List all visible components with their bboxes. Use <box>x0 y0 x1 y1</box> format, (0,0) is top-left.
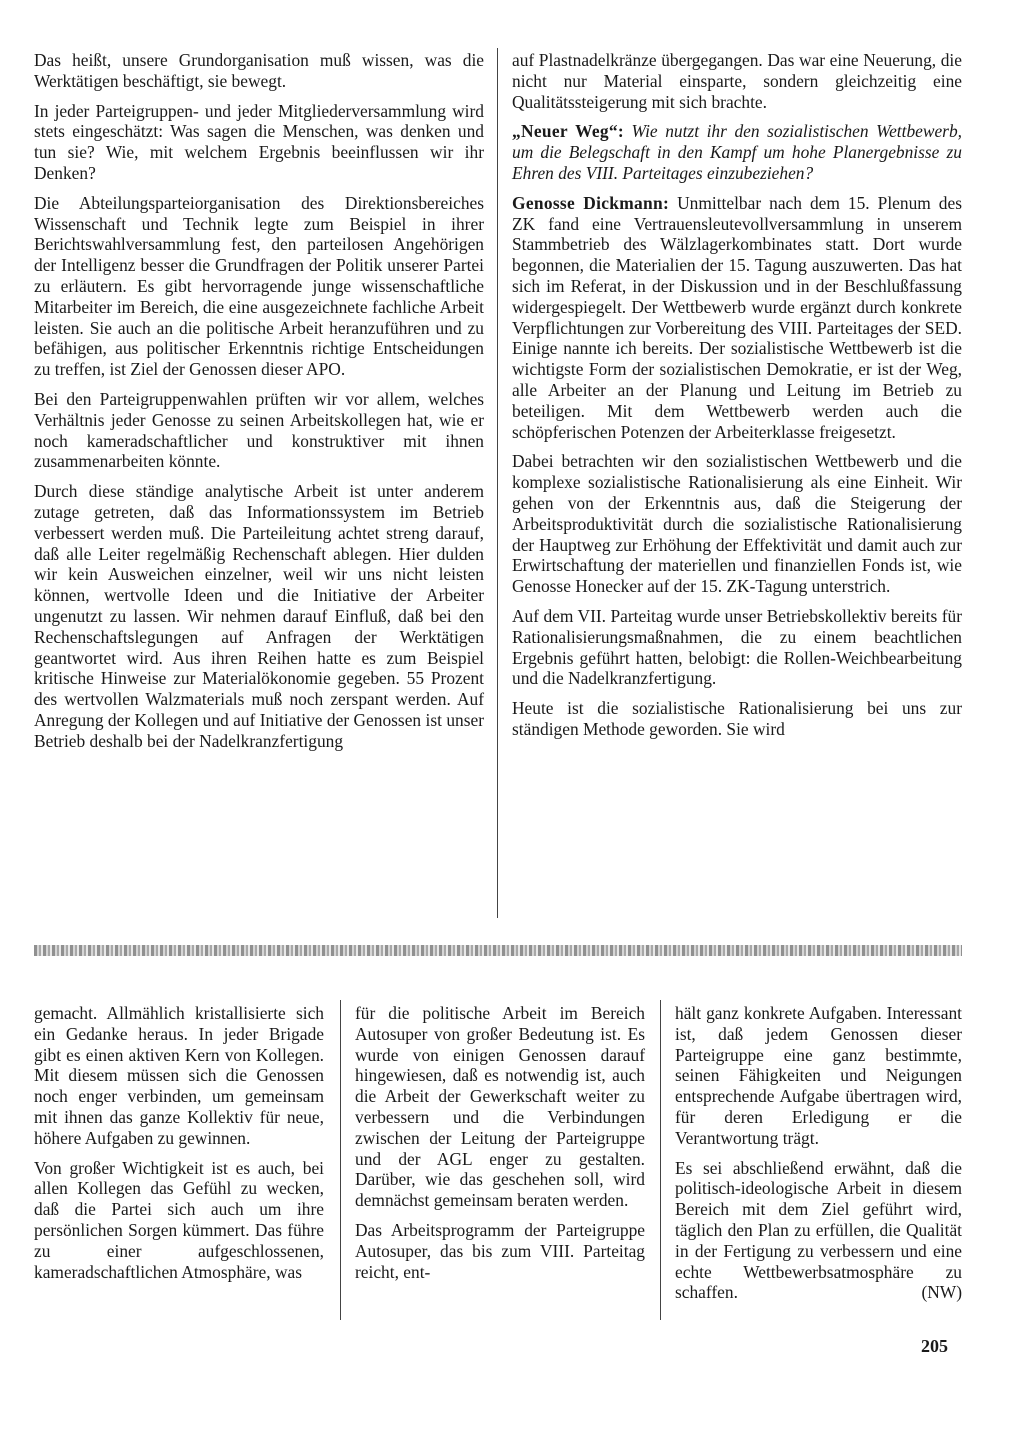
top-right-column <box>512 50 962 740</box>
answer-text: Unmittelbar nach dem 15. Plenum des ZK fand eine Vertrauensleutevollversammlung in unserem Stammbetrieb des Wälzlagerkombinates statt. Dort wurde begonnen, die Materialien der 15. Tagung auszuwerten. Das hat sich im Referat, in der Diskussion und in der Beschlußfassung widergespiegelt. Der Wettbewerb wurde ergänzt durch konkrete Verpflichtungen zur Vorbereitung des VIII. Parteitages der SED. Einige nannte ich bereits. Der sozialistische Wettbewerb ist die wichtigste Form der sozialistischen Demokratie, er ist der Weg, alle Arbeiter an der Planung und Leitung im Betrieb zu beteiligen. Mit dem Wettbewerb werden auch die schöpferischen Potenzen der Arbeiterklasse freigesetzt. <box>512 192 962 442</box>
bottom-column-3 <box>675 1003 962 1303</box>
bottom-column-1 <box>34 1003 324 1282</box>
paragraph: Bei den Parteigruppenwahlen prüften wir vor allem, welches Verhältnis jeder Genosse zu seinen Arbeitskollegen hat, wie er noch kameradschaftlicher und konstruktiver mit ihnen zusammenarbeiten könnte. <box>34 388 484 472</box>
paragraph <box>675 1158 962 1304</box>
paragraph: hält ganz konkrete Aufgaben. Interessant ist, daß jedem Genossen dieser Parteigruppe eine ganz bestimmte, seinen Fähigkeiten und Neigungen entsprechende Aufgabe übertragen wird, für deren Erledigung er die Verantwortung trägt. <box>675 1003 962 1148</box>
closing-text: Es sei abschließend erwähnt, daß die politisch-ideologische Arbeit in diesem Bereich mit dem Ziel geführt wird, täglich den Plan zu erfüllen, die Qualität in der Fertigung zu verbessern und eine echte Wettbewerbsatmosphäre zu schaffen. <box>675 1157 962 1303</box>
page-number: 205 <box>921 1336 948 1356</box>
paragraph: auf Plastnadelkränze übergegangen. Das war eine Neuerung, die nicht nur Material einsparte, sondern gleichzeitig eine Qualitätssteigerung mit sich brachte. <box>512 50 962 112</box>
question-label: „Neuer Weg“: <box>512 121 624 142</box>
column-rule <box>660 1000 661 1320</box>
paragraph: gemacht. Allmählich kristallisierte sich ein Gedanke heraus. In jeder Brigade gibt es einen aktiven Kern von Kollegen. Mit diesem müssen sich die Genossen noch enger verbinden, um gemeinsam mit ihnen das ganze Kollektiv für neue, höhere Aufgaben zu gewinnen. <box>34 1003 324 1148</box>
section-divider <box>34 945 962 956</box>
paragraph: Von großer Wichtigkeit ist es auch, bei allen Kollegen das Gefühl zu wecken, daß die Partei sich auch um ihre persönlichen Sorgen kümmert. Das führe zu einer aufgeschlossenen, kameradschaftlichen Atmosphäre, was <box>34 1157 324 1282</box>
paragraph: Die Abteilungsparteiorganisation des Direktionsbereiches Wissenschaft und Technik legte zum Beispiel in ihrer Berichtswahlversammlung fest, den parteilosen Angehörigen der Intelligenz besser die Grundfragen der Politik unserer Partei zu erläutern. Es gibt hervorragende junge wissenschaftliche Mitarbeiter im Bereich, die eine ausgezeichnete fachliche Arbeit leisten. Sie auch an die politische Arbeit heranzuführen und zu befähigen, aus politischer Erkenntnis richtige Entscheidungen zu treffen, ist Ziel der Genossen dieser APO. <box>34 192 484 380</box>
paragraph: Durch diese ständige analytische Arbeit ist unter anderem zutage getreten, daß das Informationssystem im Betrieb verbessert werden muß. Die Parteileitung achtet streng darauf, daß alle Leiter regelmäßig Rechenschaft ablegen. Hier dulden wir kein Ausweichen einzelner, weil wir uns nicht leisten können, wertvolle Ideen und die Initiative der Arbeiter ungenutzt zu lassen. Wir nehmen darauf Einfluß, daß bei den Rechenschaftslegungen auf Anfragen der Werktätigen geantwortet wird. Aus ihren Reihen hatte es zum Beispiel kritische Hinweise zur Materialökonomie gegeben. 55 Prozent des wertvollen Walzmaterials muß noch zerspant werden. Auf Anregung der Kollegen und auf Initiative der Genossen ist unser Betrieb deshalb bei der Nadelkranzfertigung <box>34 481 484 751</box>
paragraph: Heute ist die sozialistische Rationalisierung bei uns zur ständigen Methode geworden. Sie wird <box>512 698 962 739</box>
paragraph: Auf dem VII. Parteitag wurde unser Betriebskollektiv bereits für Rationalisierungsmaßnahmen, die zu einem beachtlichen Ergebnis geführt hatten, belobigt: die Rollen-Weichbearbeitung und die Nadelkranzfertigung. <box>512 605 962 689</box>
bottom-column-2 <box>355 1003 645 1282</box>
column-rule <box>340 1000 341 1320</box>
author-signature: (NW) <box>921 1282 962 1303</box>
top-left-column <box>34 50 484 752</box>
paragraph: Das Arbeitsprogramm der Parteigruppe Autosuper, das bis zum VIII. Parteitag reicht, ent- <box>355 1219 645 1282</box>
column-rule <box>497 48 498 918</box>
paragraph: Dabei betrachten wir den sozialistischen Wettbewerb und die komplexe sozialistische Rationalisierung als eine Einheit. Wir gehen von der Erkenntnis aus, daß die Steigerung der Arbeitsproduktivität durch die sozialistische Rationalisierung der Hauptweg zur Erhöhung der Effektivität und damit auch zur Erwirtschaftung der materiellen und finanziellen Fonds ist, wie Genosse Honecker auf der 15. ZK-Tagung unterstrich. <box>512 451 962 597</box>
answer-label: Genosse Dickmann: <box>512 192 670 213</box>
interview-answer <box>512 193 962 443</box>
paragraph: für die politische Arbeit im Bereich Autosuper von großer Bedeutung ist. Es wurde von einigen Genossen darauf hingewiesen, daß es notwendig ist, auch die Arbeit der Gewerkschaft weiter zu verbessern und die Verbindungen zwischen der Leitung der Parteigruppe und der AGL enger zu gestalten. Darüber, wie das geschehen soll, wird demnächst gemeinsam beraten werden. <box>355 1003 645 1211</box>
question-text: Wie nutzt ihr den sozialistischen Wettbewerb, um die Belegschaft in den Kampf um hohe Planergebnisse zu Ehren des VIII. Parteitages einzubeziehen? <box>512 121 962 183</box>
interview-question <box>512 121 962 183</box>
paragraph: Das heißt, unsere Grundorganisation muß wissen, was die Werktätigen beschäftigt, sie bewegt. <box>34 50 484 91</box>
paragraph: In jeder Parteigruppen- und jeder Mitgliederversammlung wird stets eingeschätzt: Was sagen die Menschen, was denken und tun sie? Wie, mit welchem Ergebnis beeinflussen wir ihr Denken? <box>34 100 484 183</box>
